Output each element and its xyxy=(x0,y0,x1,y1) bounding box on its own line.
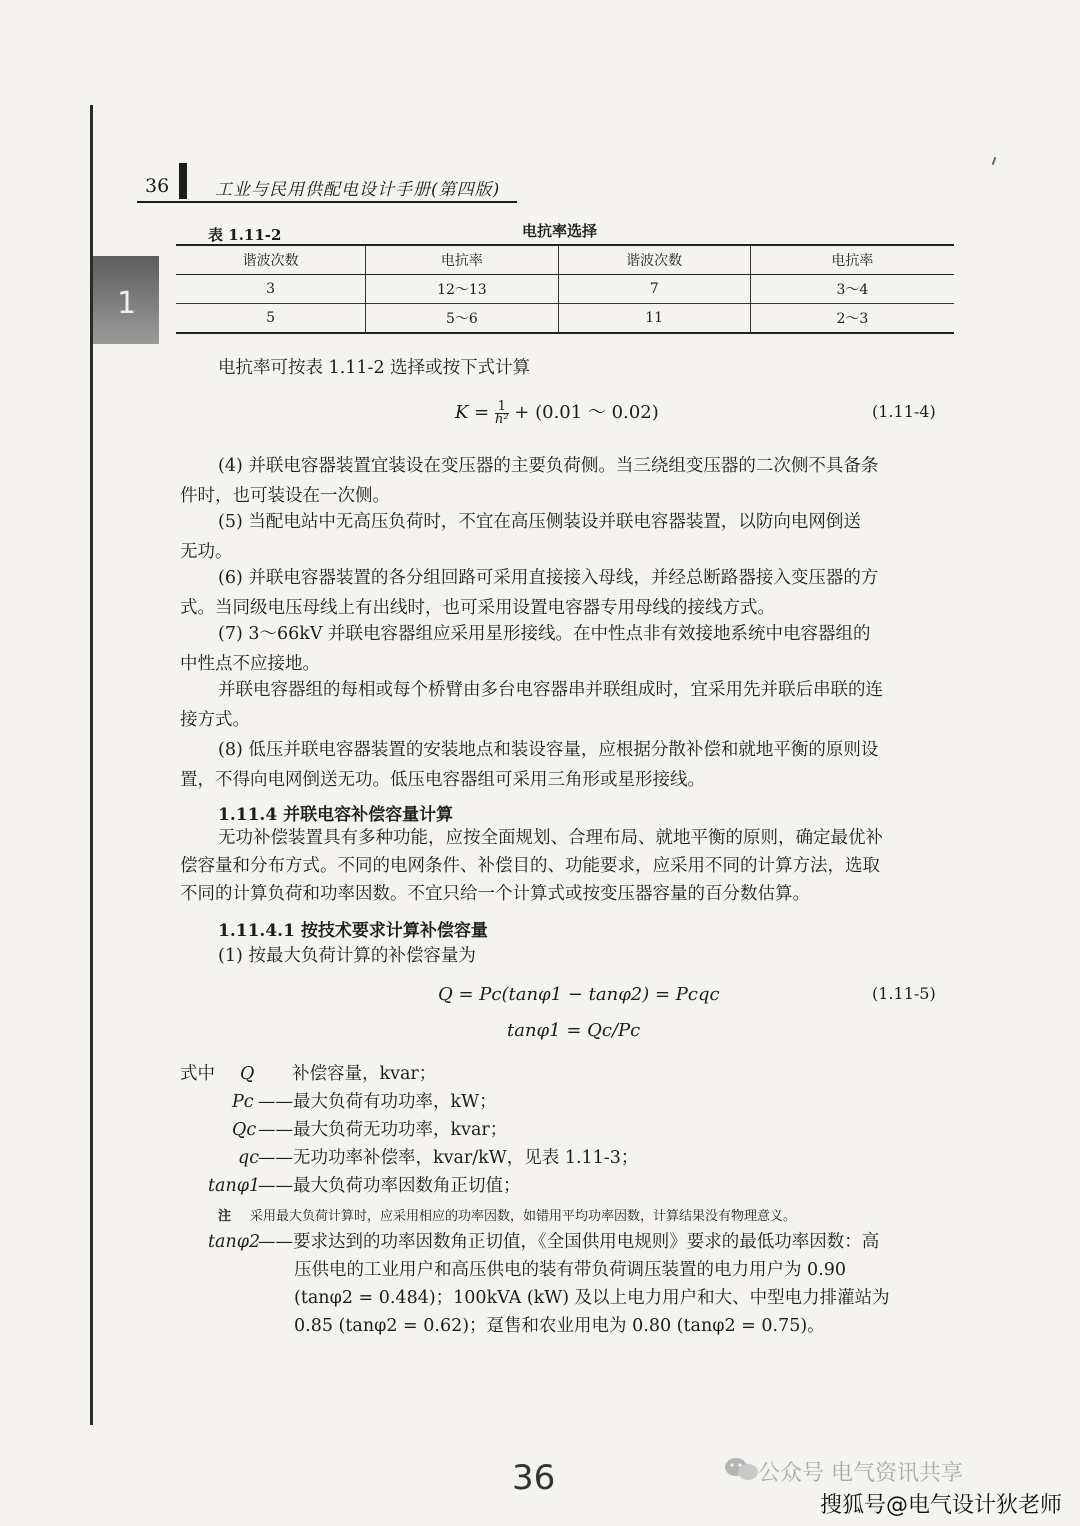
table-cell: 5 xyxy=(176,304,366,334)
symbol: Q xyxy=(240,1064,255,1084)
table-cell: 3 xyxy=(176,275,366,304)
table-cell: 5～6 xyxy=(366,304,558,334)
table-row xyxy=(176,304,954,334)
symbol: tanφ2 xyxy=(208,1232,261,1252)
paragraph-line: 置，不得向电网倒送无功。低压电容器组可采用三角形或星形接线。 xyxy=(180,770,705,790)
paragraph-line: 并联电容器组的每相或每个桥臂由多台电容器串并联组成时，宜采用先并联后串联的连 xyxy=(218,680,883,700)
paragraph-line: (5) 当配电站中无高压负荷时，不宜在高压侧装设并联电容器装置，以防向电网倒送 xyxy=(218,512,861,532)
formula-lhs: K = xyxy=(455,402,495,423)
watermark-official-account: 公众号 电气资讯共享 xyxy=(758,1461,963,1486)
definition-text: ——最大负荷功率因数角正切值； xyxy=(258,1176,521,1196)
table-header-cell: 谐波次数 xyxy=(176,245,366,275)
scan-mark xyxy=(992,157,997,165)
definition-text: ——最大负荷有功功率，kW； xyxy=(258,1092,497,1112)
paragraph-line: 中性点不应接地。 xyxy=(180,654,320,674)
header-page-number: 36 xyxy=(145,175,170,197)
paragraph-line: (4) 并联电容器装置宜装设在变压器的主要负荷侧。当三绕组变压器的二次侧不具备条 xyxy=(218,456,879,476)
formula-fraction xyxy=(494,398,509,427)
definition-text: ——要求达到的功率因数角正切值，《全国供用电规则》要求的最低功率因数：高 xyxy=(258,1232,880,1252)
table-header-cell: 电抗率 xyxy=(366,245,558,275)
table-number: 表 1.11-2 xyxy=(208,226,282,244)
header-rule xyxy=(137,201,517,203)
table-cell: 7 xyxy=(558,275,750,304)
chapter-tab xyxy=(93,256,159,344)
definitions-intro: 式中 xyxy=(180,1064,215,1084)
watermark-sohu: 搜狐号@电气设计狄老师 xyxy=(820,1493,1063,1518)
header-bar xyxy=(179,163,187,199)
formula-rhs: + (0.01 ～ 0.02) xyxy=(508,402,659,423)
table-cell: 2～3 xyxy=(750,304,954,334)
paragraph-line: 无功。 xyxy=(180,542,233,562)
note-text: 采用最大负荷计算时，应采用相应的功率因数，如错用平均功率因数，计算结果没有物理意义。 xyxy=(250,1209,797,1224)
definition-text: 补偿容量，kvar； xyxy=(292,1064,437,1084)
equation-number: (1.11-5) xyxy=(872,984,936,1003)
section-heading: 1.11.4 并联电容补偿容量计算 xyxy=(218,805,454,825)
definition-text: 0.85 (tanφ2 = 0.62)；趸售和农业用电为 0.80 (tanφ2 = 0.75)。 xyxy=(294,1316,825,1336)
fraction-denominator: h² xyxy=(494,411,509,427)
chapter-tab-number: 1 xyxy=(117,286,137,321)
table-cell: 12～13 xyxy=(366,275,558,304)
symbol: Qc xyxy=(232,1120,257,1140)
definition-text: ——无功功率补偿率，kvar/kW，见表 1.11-3； xyxy=(258,1148,639,1168)
definition-text: (tanφ2 = 0.484)；100kVA (kW) 及以上电力用户和大、中型电力排灌站为 xyxy=(294,1288,890,1308)
table-header-cell: 电抗率 xyxy=(750,245,954,275)
symbol: tanφ1 xyxy=(208,1176,261,1196)
paragraph-line: (6) 并联电容器装置的各分组回路可采用直接接入母线，并经总断路器接入变压器的方 xyxy=(218,568,879,588)
formula-1-11-4 xyxy=(455,398,659,426)
page-number: 36 xyxy=(512,1458,556,1498)
paragraph-line: (8) 低压并联电容器装置的安装地点和装设容量，应根据分散补偿和就地平衡的原则设 xyxy=(218,740,879,760)
symbol: Pc xyxy=(232,1092,254,1112)
symbol: qc xyxy=(238,1148,260,1168)
running-header xyxy=(137,163,517,203)
paragraph-line: 电抗率可按表 1.11-2 选择或按下式计算 xyxy=(218,358,531,378)
formula-tan-phi1: tanφ1 = Qc/Pc xyxy=(507,1020,641,1041)
paragraph-line: (1) 按最大负荷计算的补偿容量为 xyxy=(218,946,476,966)
paragraph-line: 不同的计算负荷和功率因数。不宜只给一个计算式或按变压器容量的百分数估算。 xyxy=(180,884,810,904)
paragraph-line: 偿容量和分布方式。不同的电网条件、补偿目的、功能要求，应采用不同的计算方法，选取 xyxy=(180,856,880,876)
equation-number: (1.11-4) xyxy=(872,402,936,421)
paragraph-line: 接方式。 xyxy=(180,710,250,730)
table-row xyxy=(176,275,954,304)
paragraph-line: 式。当同级电压母线上有出线时，也可采用设置电容器专用母线的接线方式。 xyxy=(180,598,775,618)
table-cell: 3～4 xyxy=(750,275,954,304)
wechat-icon xyxy=(722,1456,762,1482)
paragraph-line: 无功补偿装置具有多种功能，应按全面规划、合理布局、就地平衡的原则，确定最优补 xyxy=(218,828,883,848)
table-title: 电抗率选择 xyxy=(522,222,598,240)
table-header-row xyxy=(176,245,954,275)
table-header-cell: 谐波次数 xyxy=(558,245,750,275)
reactance-table xyxy=(176,244,954,334)
paragraph-line: (7) 3～66kV 并联电容器组应采用星形接线。在中性点非有效接地系统中电容器组的 xyxy=(218,624,871,644)
fraction-numerator: 1 xyxy=(495,401,509,414)
note-label: 注 xyxy=(218,1209,232,1224)
table-cell: 11 xyxy=(558,304,750,334)
paragraph-line: 件时，也可装设在一次侧。 xyxy=(180,486,390,506)
definition-text: ——最大负荷无功功率，kvar； xyxy=(258,1120,508,1140)
formula-1-11-5: Q = Pc(tanφ1 − tanφ2) = Pcqc xyxy=(438,984,720,1005)
book-title: 工业与民用供配电设计手册(第四版) xyxy=(215,180,501,200)
definition-text: 压供电的工业用户和高压供电的装有带负荷调压装置的电力用户为 0.90 xyxy=(294,1260,847,1280)
subsection-heading: 1.11.4.1 按技术要求计算补偿容量 xyxy=(218,921,488,941)
